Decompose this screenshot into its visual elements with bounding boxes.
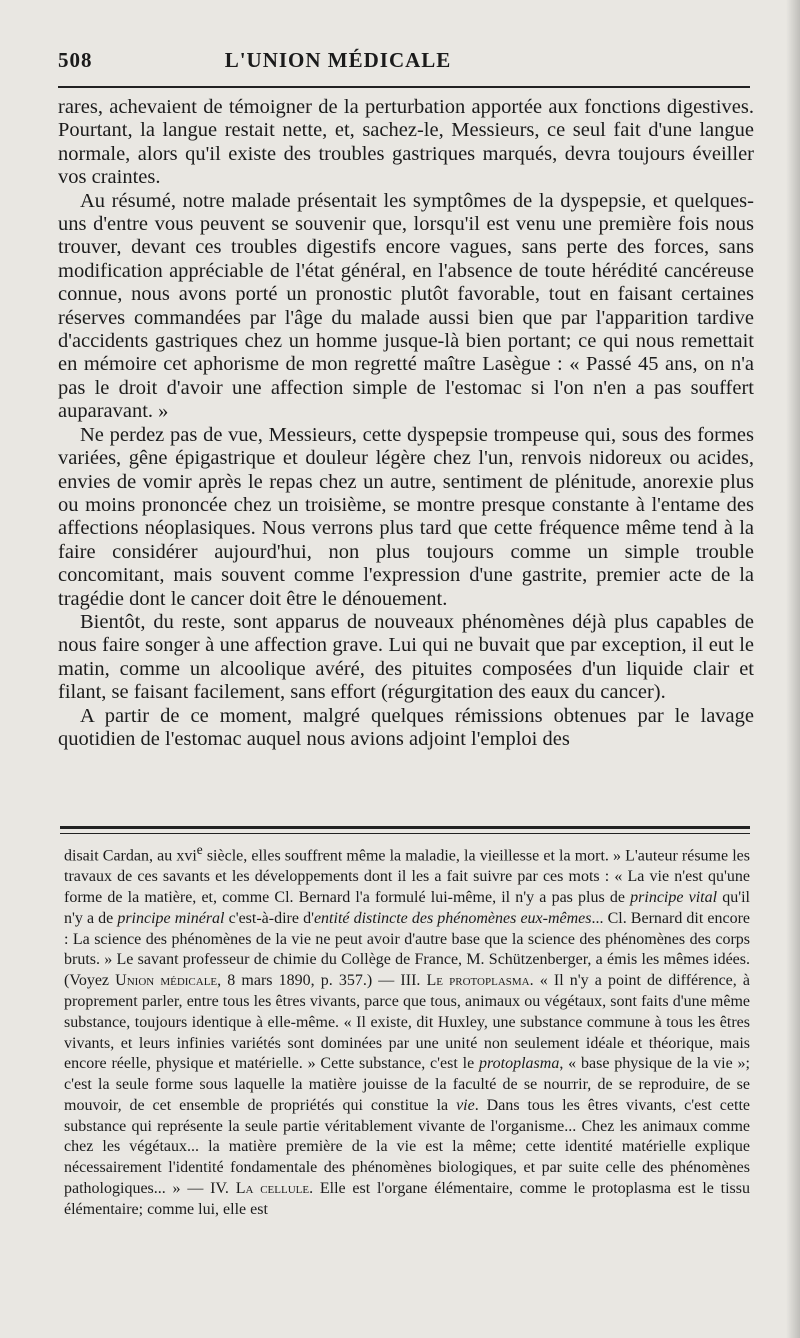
paragraph: Au résumé, notre malade présentait les symptômes de la dyspepsie, et quelques-uns d'entre vous peuvent se souvenir que, lorsqu'il est venu une première fois nous trouver, devant ces troubles digestifs encore vagues, sans perte des forces, sans modification appréciable de l'état général, en l'absence de toute hérédité cancéreuse connue, nous avons porté un pronostic plutôt favorable, tout en faisant certaines réserves commandées par l'âge du malade aussi bien que par l'apparition tardive d'accidents gastriques chez un homme jusque-là bien portant; ce qui nous remettait en mémoire cet aphorisme de mon regretté maître Lasègue : « Passé 45 ans, on n'a pas le droit d'avoir une affection simple de l'estomac si l'on n'en a pas souffert auparavant. »: [58, 189, 754, 423]
footnote-paragraph: disait Cardan, au xvi$^e$ siècle, elles souffrent même la maladie, la vieillesse et la mort. » L'auteur résume les travaux de ces savants et les développements dont il les a fait suivre par ces mots : « La vie n'est qu'une forme de la matière, et, comme Cl. Bernard l'a formulé lui-même, il n'y a pas plus de principe vital qu'il n'y a de principe minéral c'est-à-dire d'entité distincte des phénomènes eux-mêmes... Cl. Bernard dit encore : La science des phénomènes de la vie ne peut avoir d'autre base que la science des phénomènes des corps bruts. » Le savant professeur de chimie du Collège de France, M. Schützenberger, a émis les mêmes idées. (Voyez Union médicale, 8 mars 1890, p. 357.) — III. Le protoplasma. « Il n'y a point de différence, à proprement parler, entre tous les êtres vivants, parce que tous, animaux ou végétaux, sont faits d'une même substance, toujours identique à elle-même. « Il existe, dit Huxley, une substance commune à tous les êtres vivants, et leurs infinies variétés sont dominées par une unité non seulement idéale et théorique, mais encore réelle, physique et matérielle. » Cette substance, c'est le protoplasma, « base physique de la vie »; c'est la seule forme sous laquelle la matière jouisse de la faculté de se nourrir, de se reproduire, de se mouvoir, de cet ensemble de propriétés qui constitue la vie. Dans tous les êtres vivants, c'est cette substance qui représente la seule partie véritablement vivante de l'organisme... Chez les animaux comme chez les végétaux... la matière première de la vie est la même; cette identité matérielle explique nécessairement l'identité fondamentale des phénomènes biologiques, et par suite celle des phénomènes pathologiques... » — IV. La cellule. Elle est l'organe élémentaire, comme le protoplasma est le tissu élémentaire; comme lui, elle est: [64, 842, 751, 1218]
paragraph: rares, achevaient de témoigner de la perturbation apportée aux fonctions digestives. Pourtant, la langue restait nette, et, sachez-le, Messieurs, ce seul fait d'une langue normale, alors qu'il existe des troubles gastriques marqués, devra toujours éveiller vos craintes.: [58, 96, 754, 189]
page-number: 508: [58, 48, 93, 72]
footnote-rule: [60, 826, 750, 834]
main-text: [58, 96, 754, 751]
paragraph: Ne perdez pas de vue, Messieurs, cette dyspepsie trompeuse qui, sous des formes variées, gêne épigastrique et douleur légère chez l'un, renvois nidoreux ou acides, envies de vomir après le repas chez un autre, sentiment de plénitude, anorexie plus ou moins prononcée chez un troisième, se montre presque constante à l'entame des affections néoplasiques. Nous verrons plus tard que cette fréquence même tend à la faire considérer aujourd'hui, non plus toujours comme un simple trouble concomitant, mais souvent comme l'expression d'une gastrite, premier acte de la tragédie dont le cancer doit être le dénouement.: [58, 423, 754, 610]
paragraph: Bientôt, du reste, sont apparus de nouveaux phénomènes déjà plus capables de nous faire songer à une affection grave. Lui qui ne buvait que par exception, il eut le matin, comme un alcoolique avéré, des pituites composées d'un liquide clair et filant, se faisant facilement, sans effort (régurgitation des eaux du cancer).: [58, 610, 754, 704]
journal-title: L'UNION MÉDICALE: [224, 48, 452, 72]
header-rule: [58, 86, 750, 88]
paragraph: A partir de ce moment, malgré quelques rémissions obtenues par le lavage quotidien de l'estomac auquel nous avions adjoint l'emploi des: [58, 704, 754, 750]
running-header: [58, 48, 758, 78]
footnote: [64, 840, 750, 1221]
